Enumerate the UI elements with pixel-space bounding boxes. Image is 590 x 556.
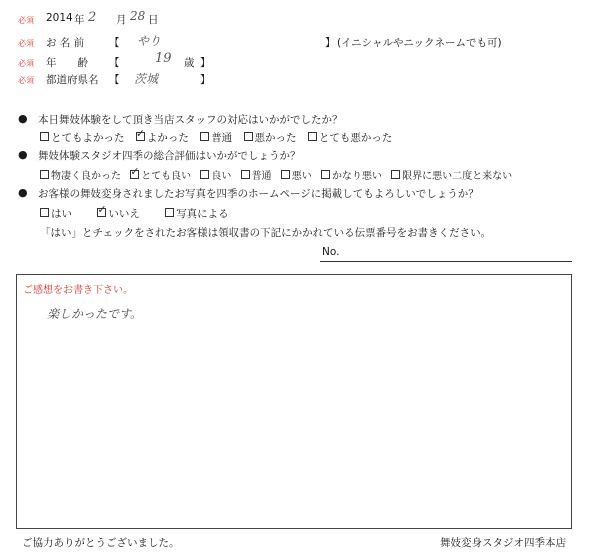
date-year: 2014 <box>46 12 73 24</box>
q3-option-yes[interactable]: はい <box>40 206 72 221</box>
q2-option-good[interactable]: 良い <box>200 167 231 182</box>
age-value-handwritten[interactable]: 19 <box>155 51 172 66</box>
checkbox-checked[interactable] <box>136 132 145 141</box>
checkbox[interactable] <box>244 132 253 141</box>
q1-option-very-good[interactable]: とてもよかった <box>40 130 125 145</box>
date-year-suffix: 年 <box>74 14 85 26</box>
name-label: お 名 前 <box>46 37 85 49</box>
q2-option-very-bad[interactable]: かなり悪い <box>321 167 382 182</box>
q3-option-depends[interactable]: 写真による <box>165 206 229 221</box>
checkbox[interactable] <box>391 170 400 179</box>
question-1-bullet: ● <box>18 112 28 125</box>
question-2-text: 舞妓体験スタジオ四季の総合評価はいかがでしょうか？ <box>38 150 301 162</box>
checkbox[interactable] <box>40 170 49 179</box>
question-3-bullet: ● <box>18 186 28 199</box>
required-tag-prefecture: 必須 <box>18 76 34 85</box>
q2-option-worst[interactable]: 限界に悪い二度と来ない <box>391 167 512 182</box>
question-3-options <box>40 206 237 221</box>
question-2-bullet: ● <box>18 148 28 161</box>
checkbox[interactable] <box>321 170 330 179</box>
q3-option-no[interactable]: ✓ いいえ <box>97 206 140 221</box>
date-month-suffix: 月 <box>116 14 127 26</box>
prefecture-label: 都道府県名 <box>46 74 99 86</box>
age-unit: 歳 <box>184 57 195 69</box>
question-2-options <box>40 167 512 182</box>
age-open-bracket: 【 <box>109 57 120 69</box>
checkbox[interactable] <box>40 132 49 141</box>
question-1-text: 本日舞妓体験をして頂き当店スタッフの対応はいかがでしたか？ <box>38 114 343 126</box>
q1-option-bad[interactable]: 悪かった <box>244 130 297 145</box>
q2-option-normal[interactable]: 普通 <box>241 167 272 182</box>
checkbox[interactable] <box>200 132 209 141</box>
checkbox[interactable] <box>241 170 250 179</box>
q1-option-good[interactable]: ✓ よかった <box>136 130 189 145</box>
checkbox[interactable] <box>200 170 209 179</box>
slip-number-line[interactable] <box>320 261 572 262</box>
name-note: (イニシャルやニックネームでも可) <box>337 37 502 49</box>
name-value-handwritten[interactable]: やり <box>137 34 162 48</box>
q2-option-excellent[interactable]: 物凄く良かった <box>40 167 121 182</box>
date-day-suffix: 日 <box>148 14 159 26</box>
question-3-text: お客様の舞妓変身されましたお写真を四季のホームページに掲載してもよろしいでしょうか？ <box>38 188 479 200</box>
footer-shop-name: 舞妓変身スタジオ四季本店 <box>440 537 566 549</box>
checkbox[interactable] <box>165 208 174 217</box>
required-tag-name: 必須 <box>18 39 34 48</box>
age-label: 年 齢 <box>46 57 88 69</box>
comment-text-handwritten[interactable]: 楽しかったです。 <box>47 307 143 321</box>
checkbox-checked[interactable] <box>130 170 139 179</box>
date-day-handwritten[interactable]: 28 <box>130 9 146 23</box>
prefecture-open-bracket: 【 <box>109 74 120 86</box>
slip-number-label: No. <box>322 246 340 258</box>
question-3-note: 「はい」とチェックをされたお客様は領収書の下記にかかれている伝票番号をお書きください。 <box>40 227 492 239</box>
date-month-handwritten[interactable]: 2 <box>88 10 97 25</box>
question-1-options <box>40 130 400 145</box>
checkbox[interactable] <box>308 132 317 141</box>
required-tag-date: 必須 <box>18 16 34 25</box>
q1-option-very-bad[interactable]: とても悪かった <box>308 130 393 145</box>
age-close-bracket: 】 <box>200 57 211 69</box>
q2-option-bad[interactable]: 悪い <box>281 167 312 182</box>
q1-option-normal[interactable]: 普通 <box>200 130 232 145</box>
footer-thanks: ご協力ありがとうございました。 <box>22 537 180 549</box>
prefecture-close-bracket: 】 <box>200 74 211 86</box>
name-open-bracket: 【 <box>109 37 120 49</box>
required-tag-age: 必須 <box>18 59 34 68</box>
prefecture-value-handwritten[interactable]: 茨城 <box>134 72 159 86</box>
checkbox-checked[interactable] <box>97 208 106 217</box>
checkbox[interactable] <box>40 208 49 217</box>
checkbox[interactable] <box>281 170 290 179</box>
comment-title: ご感想をお書き下さい。 <box>23 285 133 296</box>
comment-box[interactable] <box>16 274 572 529</box>
name-close-bracket: 】 <box>325 37 336 49</box>
q2-option-very-good[interactable]: ✓ とても良い <box>130 167 191 182</box>
